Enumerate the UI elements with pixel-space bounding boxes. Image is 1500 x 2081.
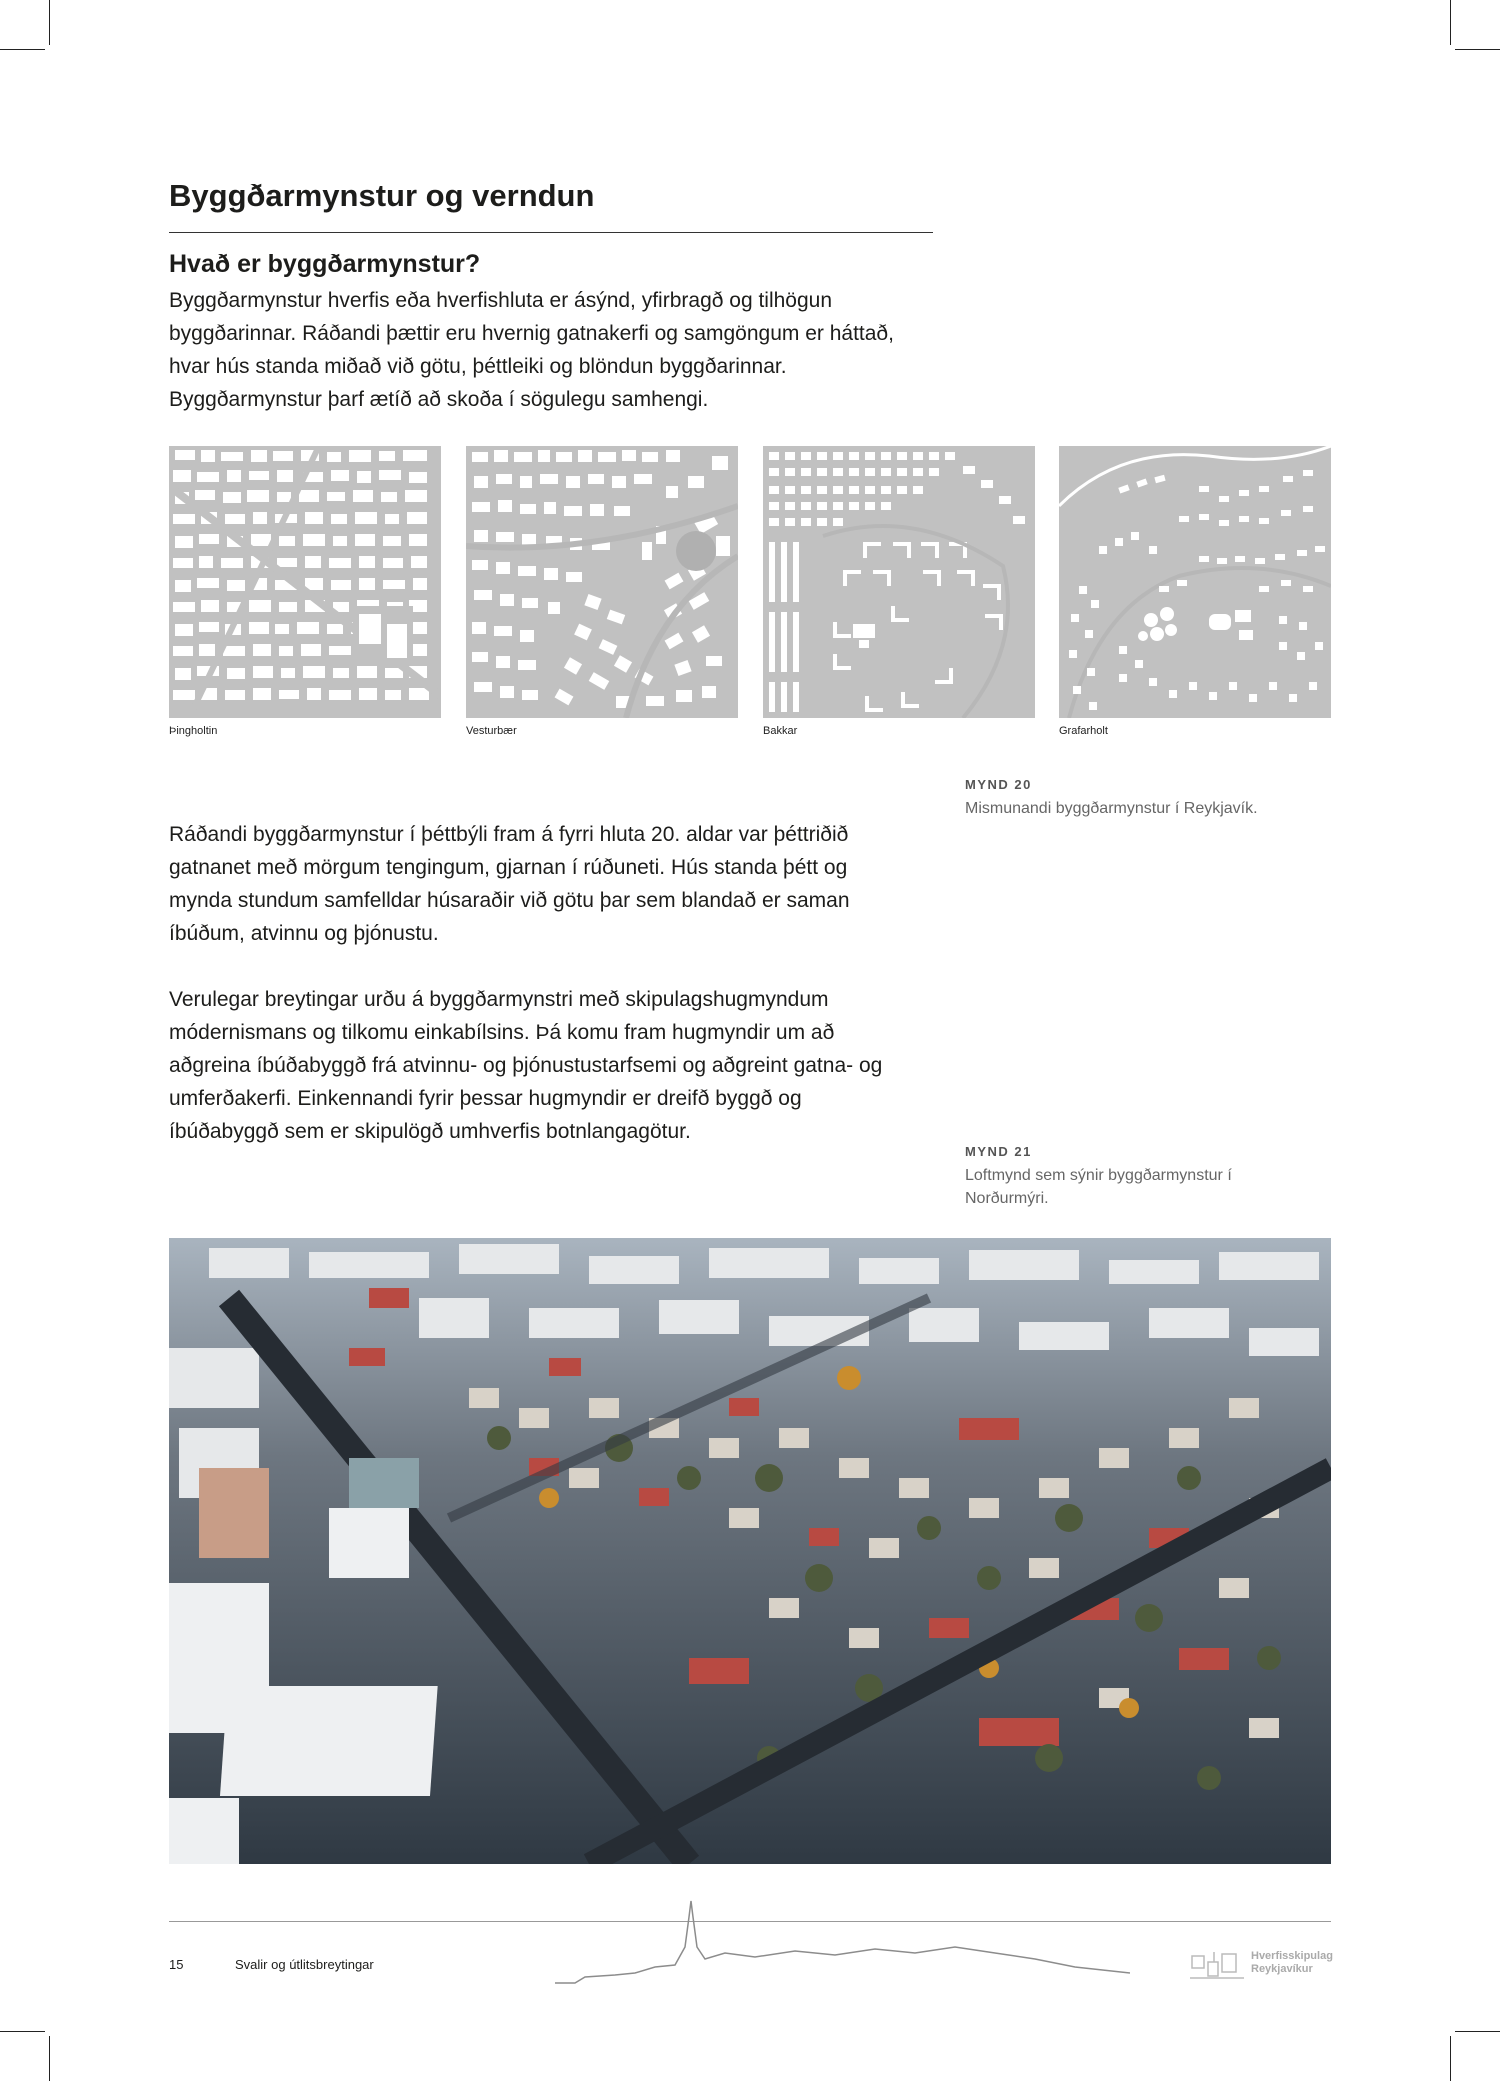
figure-20-label: MYND 20 [965,777,1032,792]
logo-line-2: Reykjavíkur [1251,1963,1313,1975]
crop-mark [1450,0,1451,45]
figure-caption-thingholtin: Þingholtin [169,725,218,737]
aerial-photo-nordurmyri [169,1238,1331,1864]
figure-21-label: MYND 21 [965,1144,1032,1159]
figure-plan-grafarholt [1059,446,1331,718]
crop-mark [49,2036,50,2081]
crop-mark [1455,49,1500,50]
crop-mark [49,0,50,45]
crop-mark [0,49,45,50]
body-paragraph-1: Ráðandi byggðarmynstur í þéttbýli fram á fyrri hluta 20. aldar var þéttriðið gatnanet með mörgum tengingum, gjarnan í rúðuneti. Hús standa þétt og mynda stundum samfelldar húsaraðir við götu þar sem blandað er saman íbúðum, atvinnu og þjónustu. [169,823,850,945]
figure-plan-thingholtin [169,446,441,718]
title-divider [169,232,933,233]
figure-caption-grafarholt: Grafarholt [1059,725,1108,737]
intro-paragraph: Byggðarmynstur hverfis eða hverfishluta er ásýnd, yfirbragð og tilhögun byggðarinnar. Ráðandi þættir eru hvernig gatnakerfi og samgöngum er háttað, hvar hús standa miðað við götu, þéttleiki og blöndun byggðarinnar. Byggðarmynstur þarf ætíð að skoða í sögulegu samhengi. [169,289,894,411]
figure-caption-vesturbaer: Vesturbær [466,725,517,737]
section-subtitle: Hvað er byggðarmynstur? [169,250,481,278]
skyline-illustration [555,1897,1130,1987]
crop-mark [0,2031,45,2032]
figure-21-caption: Loftmynd sem sýnir byggðarmynstur í Norðurmýri. [965,1167,1232,1207]
figure-plan-vesturbaer [466,446,738,718]
reykjavik-logo-icon [1188,1948,1248,1989]
logo-wordmark [1251,1950,1333,1976]
body-paragraph-2: Verulegar breytingar urðu á byggðarmynstri með skipulagshugmyndum módernismans og tilkomu einkabílsins. Þá komu fram hugmyndir um að aðgreina íbúðabyggð frá atvinnu- og þjónustustarfsemi og aðgreint gatna- og umferðakerfi. Einkennandi fyrir þessar hugmyndir er dreifð byggð og íbúðabyggð sem er skipulögð umhverfis botnlangagötur. [169,988,883,1143]
page-number: 15 [169,1957,184,1972]
figure-20-caption: Mismunandi byggðarmynstur í Reykjavík. [965,800,1258,817]
logo-line-1: Hverfisskipulag [1251,1950,1333,1962]
figure-caption-bakkar: Bakkar [763,725,798,737]
page-title: Byggðarmynstur og verndun [169,178,595,213]
crop-mark [1455,2031,1500,2032]
document-title: Svalir og útlitsbreytingar [235,1957,374,1972]
figure-plan-bakkar [763,446,1035,718]
crop-mark [1450,2036,1451,2081]
